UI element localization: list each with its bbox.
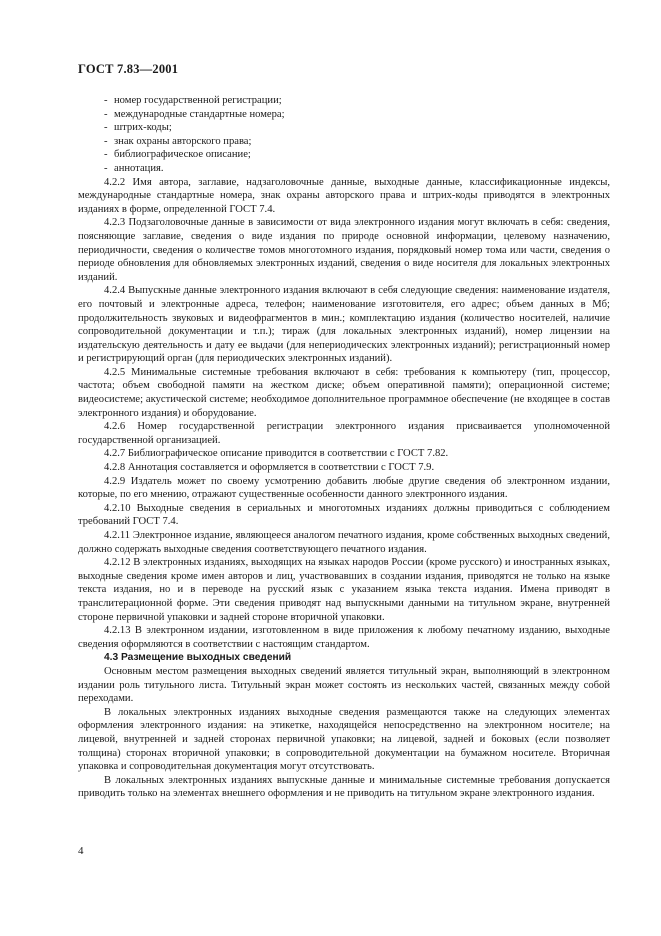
paragraph-4-2-2: 4.2.2 Имя автора, заглавие, надзаголовочные данные, выходные данные, классификационные индексы, международные стандартные номера, знак охраны авторского права и штрих-коды приводятся в электронных изданиях в форме, определенной ГОСТ 7.4. [78, 176, 610, 215]
paragraph-4-2-13: 4.2.13 В электронном издании, изготовленном в виде приложения к любому печатному изданию, выходные сведения оформляются в соответствии с настоящим стандартом. [78, 625, 610, 650]
list-item [78, 94, 610, 108]
document-header: ГОСТ 7.83—2001 [78, 62, 179, 76]
document-body [78, 94, 610, 801]
list-item-text: номер государственной регистрации; [114, 95, 282, 106]
section-paragraph: В локальных электронных изданиях выпускные данные и минимальные системные требования допускается приводить только на элементах внешнего оформления и не приводить на титульном экране электронного издания. [78, 774, 610, 800]
dash-marker: - [104, 122, 108, 134]
dash-marker: - [104, 108, 108, 120]
list-item [78, 135, 610, 149]
paragraph-4-2-4: 4.2.4 Выпускные данные электронного издания включают в себя следующие сведения: наименование издателя, его почтовый и электронные адреса, телефон; наименование изготовителя, его адрес; объем данных в Мб; продолжительность звуковых и видеофрагментов в мин.; комплектацию издания (количество носителей, наличие сопроводительной документации и т.п.); тираж (для локальных электронных изданий), номер лицензии на издательскую деятельность и дату ее выдачи (для непериодических электронных изданий); регистрационный номер и регистрирующий орган (для периодических электронных изданий). [78, 285, 610, 365]
paragraph-4-2-11: 4.2.11 Электронное издание, являющееся аналогом печатного издания, кроме собственных выходных сведений, должно содержать выходные сведения соответствующего печатного издания. [78, 530, 610, 555]
paragraph-4-2-8: 4.2.8 Аннотация составляется и оформляется в соответствии с ГОСТ 7.9. [104, 462, 435, 474]
list-item [78, 148, 610, 162]
dash-marker: - [104, 162, 108, 174]
paragraph-4-2-6: 4.2.6 Номер государственной регистрации электронного издания присваивается уполномоченной государственной организацией. [78, 421, 610, 446]
list-item-text: аннотация. [114, 162, 164, 174]
list-item [78, 121, 610, 135]
dash-marker: - [104, 149, 108, 161]
paragraph-4-2-7: 4.2.7 Библиографическое описание приводится в соответствии с ГОСТ 7.82. [104, 448, 449, 460]
list-item [78, 108, 610, 122]
section-paragraph: В локальных электронных изданиях выходные сведения размещаются также на следующих элементах оформления электронного издания: на этикетке, находящейся непосредственно на электронном носителе; на лицевой, внутренней и задней сторонах первичной упаковки; на лицевой, задней и боковых (если позволяет толщина) сторонах вторичной упаковки; в сопроводительной документации на бумажном носителе. Вторичная упаковка и сопроводительная документация могут отсутствовать. [78, 706, 610, 773]
list-item-text: библиографическое описание; [114, 149, 251, 161]
list-item-text: международные стандартные номера; [114, 108, 285, 120]
bullet-list [78, 94, 610, 176]
paragraph-4-2-3: 4.2.3 Подзаголовочные данные в зависимости от вида электронного издания могут включать в себя: сведения, поясняющие заглавие, сведения о виде издания по природе основной информации, целевому назначению, периодичности, сведения о количестве томов многотомного издания, порядковый номер тома или части, сведения о периоде обновления для обновляемых электронных изданий, сведения о виде носителя для локальных электронных изданий. [78, 217, 610, 283]
list-item-text: знак охраны авторского права; [114, 135, 252, 147]
dash-marker: - [104, 135, 108, 147]
section-paragraph: Основным местом размещения выходных сведений является титульный экран, выполняющий в электронном издании роль титульного листа. Титульный экран может состоять из нескольких частей, связанных между собой переходами. [78, 665, 610, 705]
paragraph-4-2-9: 4.2.9 Издатель может по своему усмотрению добавить любые другие сведения об электронном издании, которые, по его мнению, отражают существенные особенности данного электронного издания. [78, 475, 610, 501]
paragraph-4-2-10: 4.2.10 Выходные сведения в сериальных и многотомных изданиях должны приводиться с соблюдением требований ГОСТ 7.4. [78, 502, 610, 528]
dash-marker: - [104, 95, 108, 106]
page-number: 4 [78, 845, 84, 857]
list-item-text: штрих-коды; [114, 122, 172, 134]
list-item [78, 162, 610, 176]
paragraph-4-2-12: 4.2.12 В электронных изданиях, выходящих на языках народов России (кроме русского) и иностранных языках, выходные сведения кроме имен авторов и лиц, участвовавших в создании издания, приводятся не только на языке текста издания, но и в переводе на русский язык с указанием языка текста издания. Имена приводят в транслитерационной форме. Эти сведения приводят над выпускными данными на титульном экране, внутренней стороне первичной упаковки и задней стороне вторичной упаковки. [78, 557, 610, 623]
section-heading: 4.3 Размещение выходных сведений [104, 652, 292, 664]
paragraph-4-2-5: 4.2.5 Минимальные системные требования включают в себя: требования к компьютеру (тип, процессор, частота; объем свободной памяти на жестком диске; объем оперативной памяти); операционной системе; видеосистеме; акустической системе; необходимое дополнительное программное обеспечение (не входящее в состав электронного издания) и оборудование. [78, 366, 610, 419]
